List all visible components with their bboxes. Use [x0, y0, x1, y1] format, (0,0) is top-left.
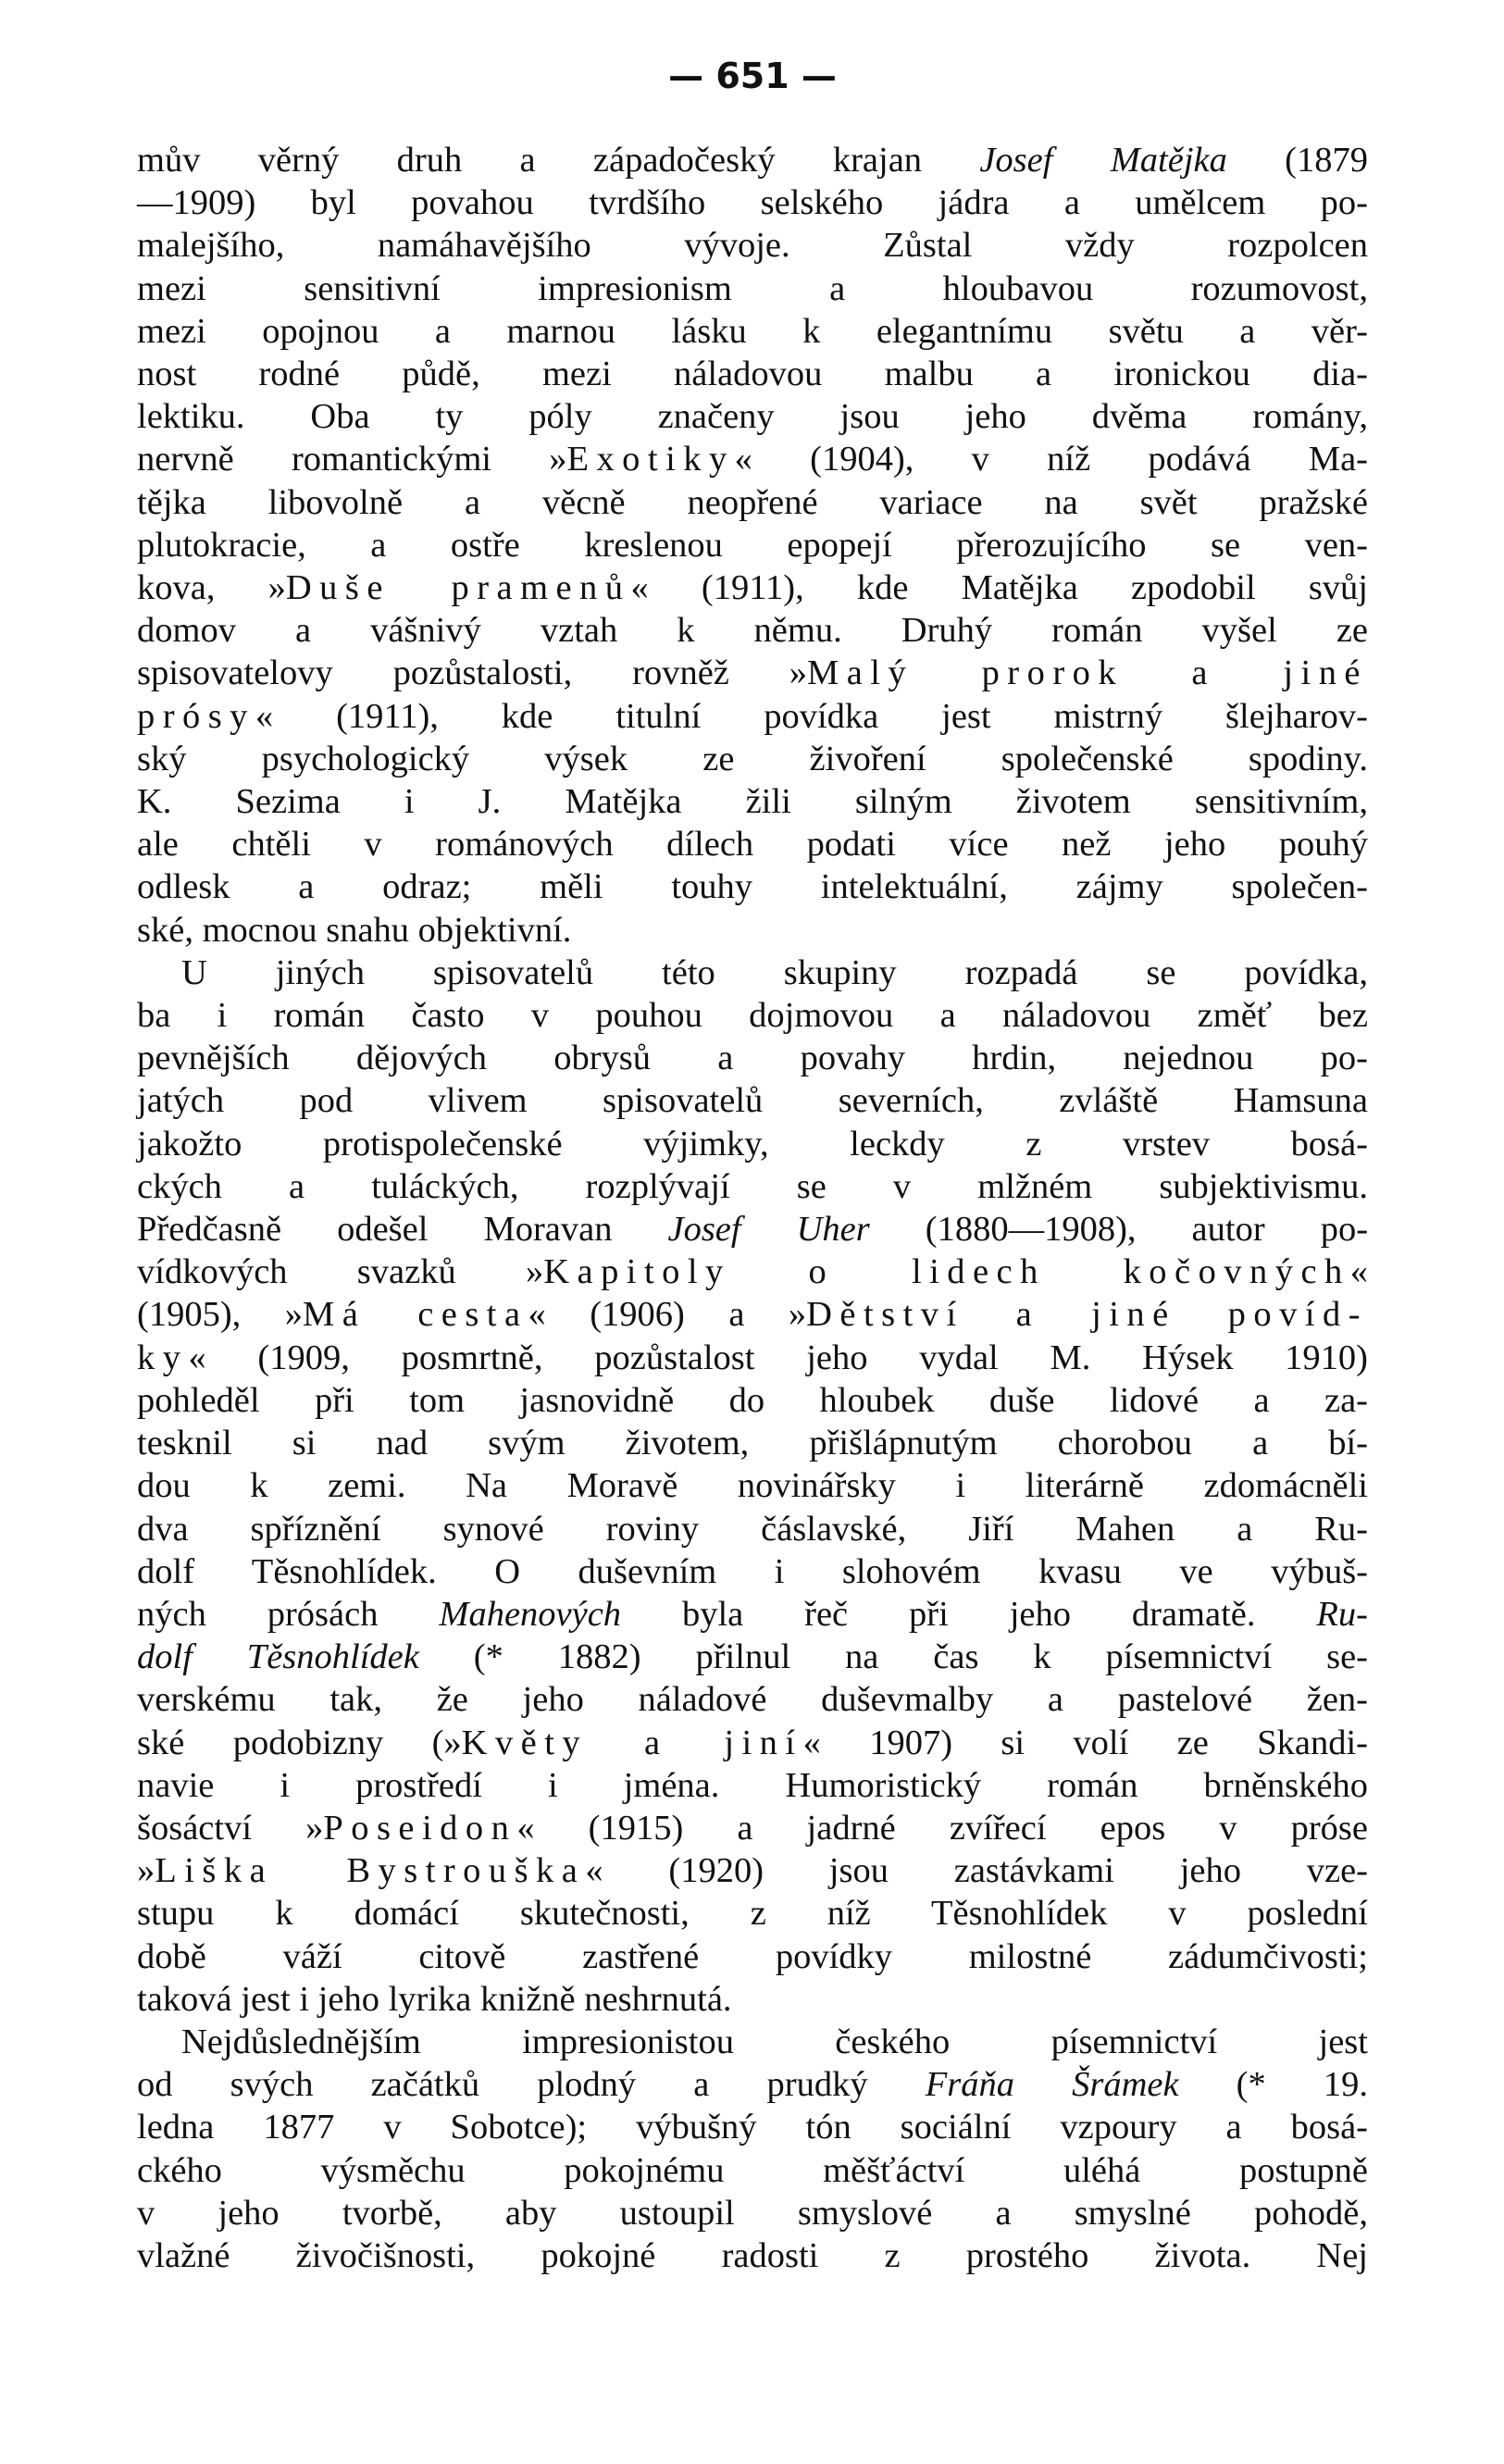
text-segment: od svých začátků plodný a prudký [137, 2065, 926, 2105]
text-segment: ných prósách [137, 1594, 440, 1634]
text-segment: tějka libovolně a věcně neopřené variace na svět pražské [137, 482, 1368, 522]
text-segment: plutokracie, a ostře kreslenou epopejí přerozujícího se ven- [137, 525, 1368, 565]
text-line [137, 1464, 1368, 1507]
text-segment: odlesk a odraz; měli touhy intelektuální, zájmy společen- [137, 867, 1368, 907]
text-line [137, 1892, 1368, 1935]
text-segment: pevnějších dějových obrysů a povahy hrdin, nejednou po- [137, 1039, 1368, 1078]
text-segment: mův věrný druh a západočeský krajan [137, 141, 980, 180]
text-line [137, 1636, 1368, 1678]
italic-name: Josef Matějka [979, 141, 1227, 180]
text-segment: ledna 1877 v Sobotce); výbušný tón sociální vzpoury a bosá- [137, 2108, 1368, 2147]
text-line [137, 865, 1368, 908]
text-line [137, 1935, 1368, 1978]
text-line [137, 1807, 1368, 1849]
italic-name: Josef Uher [667, 1210, 870, 1250]
text-line [137, 1978, 1368, 2021]
text-line [137, 481, 1368, 524]
spaced-title: prósy [137, 696, 255, 736]
text-line [137, 1849, 1368, 1892]
text-segment: (1880—1908), autor po- [869, 1210, 1369, 1250]
text-segment: tesknil si nad svým životem, přišlápnutým chorobou a bí- [137, 1424, 1368, 1463]
text-line [137, 823, 1368, 865]
text-segment: kova, » [137, 568, 286, 608]
text-segment: mezi sensitivní impresionism a hloubavou rozumovost, [137, 268, 1368, 308]
text-line [137, 566, 1368, 609]
text-line [137, 310, 1368, 353]
text-segment: K. Sezima i J. Matějka žili silným životem sensitivním, [137, 782, 1368, 822]
text-segment: dva spříznění synové roviny čáslavské, Jiří Mahen a Ru- [137, 1509, 1368, 1549]
text-line [137, 652, 1368, 694]
text-segment: dolf Těsnohlídek. O duševním i slohovém kvasu ve výbuš- [137, 1551, 1368, 1591]
text-segment: jatých pod vlivem spisovatelů severních, zvláště Hamsuna [137, 1081, 1368, 1121]
text-segment: taková jest i jeho lyrika knižně neshrnutá. [137, 1979, 732, 2019]
text-segment: v jeho tvorbě, aby ustoupil smyslové a smyslné pohodě, [137, 2193, 1368, 2233]
text-segment: « 1907) si volí ze Skandi- [802, 1723, 1369, 1762]
text-segment: jakožto protispolečenské výjimky, leckdy z vrstev bosá- [137, 1124, 1368, 1164]
text-segment: « [1349, 1252, 1368, 1292]
text-line [137, 1293, 1368, 1336]
text-segment: době váží citově zastřené povídky milostné zádumčivosti; [137, 1936, 1368, 1976]
text-segment: U jiných spisovatelů této skupiny rozpadá se povídka, [181, 952, 1368, 992]
text-line [137, 695, 1368, 738]
text-line [137, 2106, 1368, 2148]
spaced-title: Malý prorok a jiné [807, 653, 1368, 693]
italic-name: Fráňa Šrámek [925, 2065, 1179, 2105]
text-line [137, 1037, 1368, 1079]
text-line [137, 2234, 1368, 2277]
text-line [137, 1722, 1368, 1764]
text-segment: « (1911), kde Matějka zpodobil svůj [630, 568, 1368, 608]
text-segment: šosáctví » [137, 1808, 324, 1848]
text-line [137, 395, 1368, 438]
text-segment: —1909) byl povahou tvrdšího selského jádra a umělcem po- [137, 183, 1368, 223]
text-segment: « (1920) jsou zastávkami jeho vze- [585, 1851, 1369, 1891]
italic-name: Ru- [1316, 1594, 1368, 1634]
text-line [137, 438, 1368, 480]
text-line [137, 994, 1368, 1037]
text-segment: stupu k domácí skutečnosti, z níž Těsnohlídek v poslední [137, 1894, 1368, 1934]
text-line [137, 2021, 1368, 2063]
text-segment: (* 19. [1178, 2065, 1369, 2105]
text-line [137, 2063, 1368, 2106]
text-segment: dou k zemi. Na Moravě novinářsky i literárně zdomácněli [137, 1466, 1368, 1506]
spaced-title: ky [137, 1338, 189, 1377]
page-number: — 651 — [668, 56, 837, 96]
text-segment: nervně romantickými » [137, 440, 567, 479]
text-line [137, 224, 1368, 267]
text-segment: domov a vášnivý vztah k němu. Druhý román vyšel ze [137, 611, 1368, 651]
text-segment: ale chtěli v románových dílech podati více než jeho pouhý [137, 825, 1368, 865]
spaced-title: Kapitoly o lidech kočovných [543, 1252, 1350, 1292]
text-segment: « (1915) a jadrné zvířecí epos v próse [516, 1808, 1368, 1848]
text-segment: » [137, 1851, 155, 1891]
text-segment: « (1906) a » [528, 1295, 807, 1335]
text-line [137, 1550, 1368, 1593]
text-segment: ckých a tuláckých, rozplývají se v mlžném subjektivismu. [137, 1166, 1368, 1206]
text-line [137, 353, 1368, 395]
italic-name: dolf Těsnohlídek [137, 1637, 419, 1677]
text-segment: byla řeč při jeho dramatě. [621, 1594, 1317, 1634]
text-segment: (1879 [1226, 141, 1368, 180]
spaced-title: Dětství a jiné povíd- [806, 1295, 1368, 1335]
body-text [137, 139, 1368, 2277]
text-segment: vlažné živočišnosti, pokojné radosti z prostého života. Nej [137, 2235, 1368, 2275]
text-line [137, 780, 1368, 823]
book-page [137, 54, 1368, 2277]
text-segment: spisovatelovy pozůstalosti, rovněž » [137, 653, 808, 693]
text-line [137, 738, 1368, 780]
text-line [137, 609, 1368, 652]
text-line [137, 1165, 1368, 1208]
text-segment: (* 1882) přilnul na čas k písemnictví se- [418, 1637, 1368, 1677]
text-line [137, 268, 1368, 310]
text-segment: (1905), » [137, 1295, 303, 1335]
text-line [137, 1508, 1368, 1550]
text-line [137, 524, 1368, 566]
text-line [137, 1764, 1368, 1807]
italic-name: Mahenových [439, 1594, 622, 1634]
text-segment: ba i román často v pouhou dojmovou a náladovou změť bez [137, 996, 1368, 1036]
text-line [137, 952, 1368, 994]
text-segment: ckého výsměchu pokojnému měšťáctví uléhá postupně [137, 2150, 1368, 2190]
text-line [137, 181, 1368, 224]
text-line [137, 2149, 1368, 2192]
text-line [137, 1123, 1368, 1165]
text-segment: « (1904), v níž podává Ma- [734, 440, 1368, 479]
text-segment: mezi opojnou a marnou lásku k elegantnímu světu a věr- [137, 311, 1368, 351]
text-segment: pohleděl při tom jasnovidně do hloubek duše lidové a za- [137, 1380, 1368, 1420]
text-segment: « (1911), kde titulní povídka jest mistrný šlejharov- [255, 696, 1368, 736]
text-line [137, 2192, 1368, 2234]
text-line [137, 1251, 1368, 1293]
text-segment: ské podobizny (» [137, 1723, 462, 1762]
text-line [137, 1337, 1368, 1379]
text-segment: lektiku. Oba ty póly značeny jsou jeho dvěma romány, [137, 397, 1368, 437]
text-segment: Nejdůslednějším impresionistou českého písemnictví jest [181, 2022, 1368, 2061]
text-segment: « (1909, posmrtně, pozůstalost jeho vydal M. Hýsek 1910) [188, 1338, 1368, 1377]
text-line [137, 909, 1368, 952]
text-line [137, 1079, 1368, 1122]
text-line [137, 1678, 1368, 1721]
text-line [137, 1593, 1368, 1636]
text-line [137, 1422, 1368, 1464]
text-segment: Předčasně odešel Moravan [137, 1210, 668, 1250]
text-line [137, 139, 1368, 181]
spaced-title: Exotiky [566, 440, 735, 479]
spaced-title: Květy a jiní [461, 1723, 803, 1762]
spaced-title: Liška Bystrouška [155, 1851, 586, 1891]
text-segment: vídkových svazků » [137, 1252, 544, 1292]
text-segment: ské, mocnou snahu objektivní. [137, 910, 572, 950]
text-segment: navie i prostředí i jména. Humoristický román brněnského [137, 1765, 1368, 1805]
spaced-title: Má cesta [303, 1295, 528, 1335]
text-segment: verskému tak, že jeho náladové duševmalby a pastelové žen- [137, 1680, 1368, 1720]
text-segment: ský psychologický výsek ze živoření společenské spodiny. [137, 739, 1368, 778]
text-segment: nost rodné půdě, mezi náladovou malbu a ironickou dia- [137, 355, 1368, 394]
text-line [137, 1379, 1368, 1422]
spaced-title: Duše pramenů [285, 568, 631, 608]
text-line [137, 1208, 1368, 1251]
text-segment: malejšího, namáhavějšího vývoje. Zůstal vždy rozpolcen [137, 226, 1368, 266]
spaced-title: Poseidon [323, 1808, 517, 1848]
